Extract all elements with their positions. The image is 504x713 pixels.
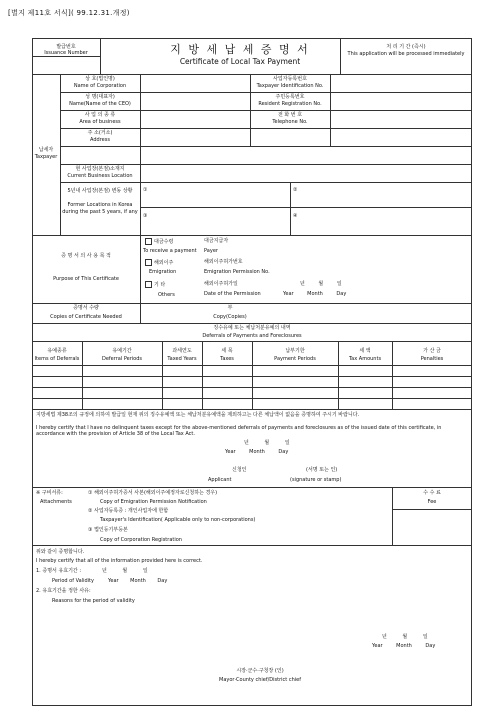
official-statement-en: I hereby certify that all of the information provided here is correct. [36, 558, 203, 564]
copies-unit-en: Copy(Copies) [213, 314, 247, 320]
divider [60, 146, 472, 147]
certify-statement: 지방세법 제38조의 규정에 의하여 발급일 현재 위의 징수유예액 또는 체납처분유예액을 제외하고는 다른 체납액이 없음을 증명하여 주시기 바랍니다. [36, 412, 360, 418]
ceo-label-en: Name(Name of the CEO) [69, 101, 131, 107]
option-payment[interactable]: 대금수령 [145, 238, 173, 245]
col-deferral-period: 유예기간 [112, 348, 132, 354]
col-deferral-item: 유예종류 [47, 348, 67, 354]
divider [32, 74, 472, 75]
issuance-label: 발급번호 [56, 44, 76, 50]
taxpayer-label-en: Taxpayer [34, 154, 58, 160]
chief-label: 시장·군수·구청장 (인) [236, 668, 284, 674]
attachment-1: ① 해외이주허가증서 사본(해외이주예정자로신청하는 경우) [88, 490, 218, 496]
divider [60, 182, 472, 183]
attachments-label-en: Attachments [40, 499, 72, 505]
processing-label-en: This application will be processed immediately [347, 51, 465, 57]
col-tax-en: Taxes [220, 356, 234, 362]
col-deferral-item-en: Items of Deferrals [34, 356, 80, 362]
col-payment-period-en: Payment Periods [274, 356, 316, 362]
checkbox-emigration[interactable] [145, 259, 152, 266]
biz-no-label: 사업자등록번호 [273, 76, 307, 82]
copies-label-en: Copies of Certificate Needed [50, 314, 122, 320]
official-date-en: Year Month Day [372, 643, 436, 649]
copies-unit: 부 [227, 305, 233, 311]
divider [32, 365, 472, 366]
resident-no-label: 주민등록번호 [275, 94, 305, 100]
divider [140, 235, 141, 303]
attachment-3: ③ 법인등기부등본 [88, 527, 128, 533]
col-penalty-en: Penalties [420, 356, 444, 362]
former-location-2: ② [293, 187, 298, 193]
attachment-2: ② 사업자등록증 : 개인사업자에 한함 [88, 508, 169, 514]
business-label: 사 업 의 종 류 [84, 112, 116, 118]
purpose-label-en: Purpose of This Certificate [53, 276, 119, 282]
col-tax-amount: 세 액 [359, 348, 371, 354]
attachment-2-en: Taxpayer's Identification( Applicable only to non-corporations) [100, 517, 256, 523]
current-location-label-en: Current Business Location [67, 173, 133, 179]
attachment-3-en: Copy of Corporation Registration [100, 537, 182, 543]
divider [60, 128, 472, 129]
applicant-label: 신청인 [232, 467, 247, 473]
certify-date: 년 월 일 [244, 440, 290, 446]
divider [290, 182, 291, 235]
validity-label: 1. 증명서 유효기간 : [36, 568, 82, 574]
applicant-label-en: Applicant [208, 477, 232, 483]
permit-date-label: 해외이주허가일 [204, 281, 238, 287]
permit-date-ymd-en: Year Month Day [283, 291, 347, 297]
divider [60, 110, 472, 111]
certify-statement-en: I hereby certify that I have no delinquent taxes except for the above-mentioned deferrals of payments and foreclosures as of the issued date of this certificate, in accordance with the provision of Article 38 of the Local Tax Act. [36, 425, 442, 438]
divider [32, 235, 472, 236]
permit-no-label: 해외이주허가번호 [204, 259, 243, 265]
former-location-4: ④ [293, 213, 298, 219]
taxpayer-label: 납세자 [38, 147, 54, 153]
permit-date-label-en: Date of the Permission [204, 291, 261, 297]
former-location-3: ③ [143, 213, 148, 219]
divider [32, 376, 472, 377]
divider [32, 323, 472, 324]
copies-label: 증명서 수량 [73, 305, 99, 311]
attachment-1-en: Copy of Emigration Permission Notification [100, 499, 207, 505]
corp-name-label-en: Name of Corporation [73, 83, 127, 89]
resident-no-label-en: Resident Registration No. [258, 101, 322, 107]
col-taxed-year: 과세연도 [172, 348, 192, 354]
option-others[interactable]: 기 타 [145, 281, 165, 288]
former-location-1: ① [143, 187, 148, 193]
divider [32, 303, 472, 304]
current-location-label: 현 사업장(본점)소재지 [75, 166, 125, 172]
col-tax: 세 목 [221, 348, 233, 354]
former-location-label: 5년내 사업장(본점) 변동 상황 [67, 188, 133, 194]
reason-label-en: Reasons for the period of validity [52, 598, 135, 604]
ceo-label: 성 명(대표자) [85, 94, 115, 100]
permit-no-label-en: Emigration Permission No. [204, 269, 270, 275]
option-others-en: Others [158, 292, 175, 298]
fee-label-en: Fee [427, 499, 437, 505]
divider [32, 545, 472, 546]
divider [32, 487, 472, 488]
attachments-label: ※ 구비서류: [36, 490, 63, 496]
address-label: 주 소(거소) [87, 130, 113, 136]
divider [60, 92, 472, 93]
official-statement: 위와 같이 증명합니다. [36, 549, 85, 555]
col-tax-amount-en: Tax Amounts [348, 356, 382, 362]
divider [60, 164, 472, 165]
official-date: 년 월 일 [382, 634, 428, 640]
validity-ymd-en: Year Month Day [108, 578, 168, 584]
certify-date-en: Year Month Day [225, 449, 289, 455]
phone-label-en: Telephone No. [272, 119, 308, 125]
biz-no-label-en: Taxpayer Identification No. [256, 83, 324, 89]
validity-label-en: Period of Validity [52, 578, 94, 584]
option-emigration-en: Emigration [149, 269, 177, 275]
permit-date-ymd: 년 월 일 [300, 281, 342, 287]
chief-label-en: Mayor·County chief/District chief [219, 677, 301, 683]
divider [140, 207, 472, 208]
business-label-en: Area of business [79, 119, 121, 125]
page-title: 지 방 세 납 세 증 명 서 [170, 43, 310, 56]
page-title-en: Certificate of Local Tax Payment [179, 57, 301, 66]
divider [330, 74, 331, 146]
col-taxed-year-en: Taxed Years [167, 356, 197, 362]
payer-label-en: Payer [204, 248, 218, 254]
reason-label: 2. 유효기간을 정한 사유: [36, 588, 91, 594]
deferrals-title: 징수유예 또는 체납처분유예의 내역 [213, 325, 291, 331]
sign-label-en: (signature or stamp) [290, 477, 342, 483]
issuance-label-en: Issuance Number [44, 50, 88, 56]
purpose-label: 증 명 서 의 사 용 목 적 [61, 253, 111, 259]
option-emigration[interactable]: 해외이주 [145, 259, 173, 266]
col-payment-period: 납부기한 [285, 348, 305, 354]
divider [100, 38, 101, 74]
sign-label: (서명 또는 인) [306, 467, 338, 473]
payer-label: 대금지급자 [204, 238, 229, 244]
option-payment-en: To receive a payment [143, 248, 197, 254]
phone-label: 전 화 번 호 [277, 112, 303, 118]
divider [32, 387, 472, 388]
form-number: [별지 제11호 서식]( 99.12.31.개정) [8, 9, 130, 17]
processing-label: 처 리 기 간 (즉시) [386, 44, 426, 50]
divider [32, 398, 472, 399]
validity-ymd: 년 월 일 [102, 568, 148, 574]
corp-name-label: 상 호(법인명) [85, 76, 115, 82]
address-label-en: Address [90, 137, 110, 143]
fee-label: 수 수 료 [423, 490, 441, 496]
divider [32, 409, 472, 410]
col-penalty: 가 산 금 [423, 348, 441, 354]
former-location-label-en: Former Locations in Korea during the past 5 years, if any [62, 202, 138, 215]
col-deferral-period-en: Deferral Periods [101, 356, 143, 362]
divider [392, 509, 472, 510]
checkbox-payment[interactable] [145, 238, 152, 245]
divider [32, 56, 100, 57]
divider [140, 74, 141, 235]
checkbox-others[interactable] [145, 281, 152, 288]
deferrals-title-en: Deferrals of Payments and Foreclosures [202, 333, 302, 339]
